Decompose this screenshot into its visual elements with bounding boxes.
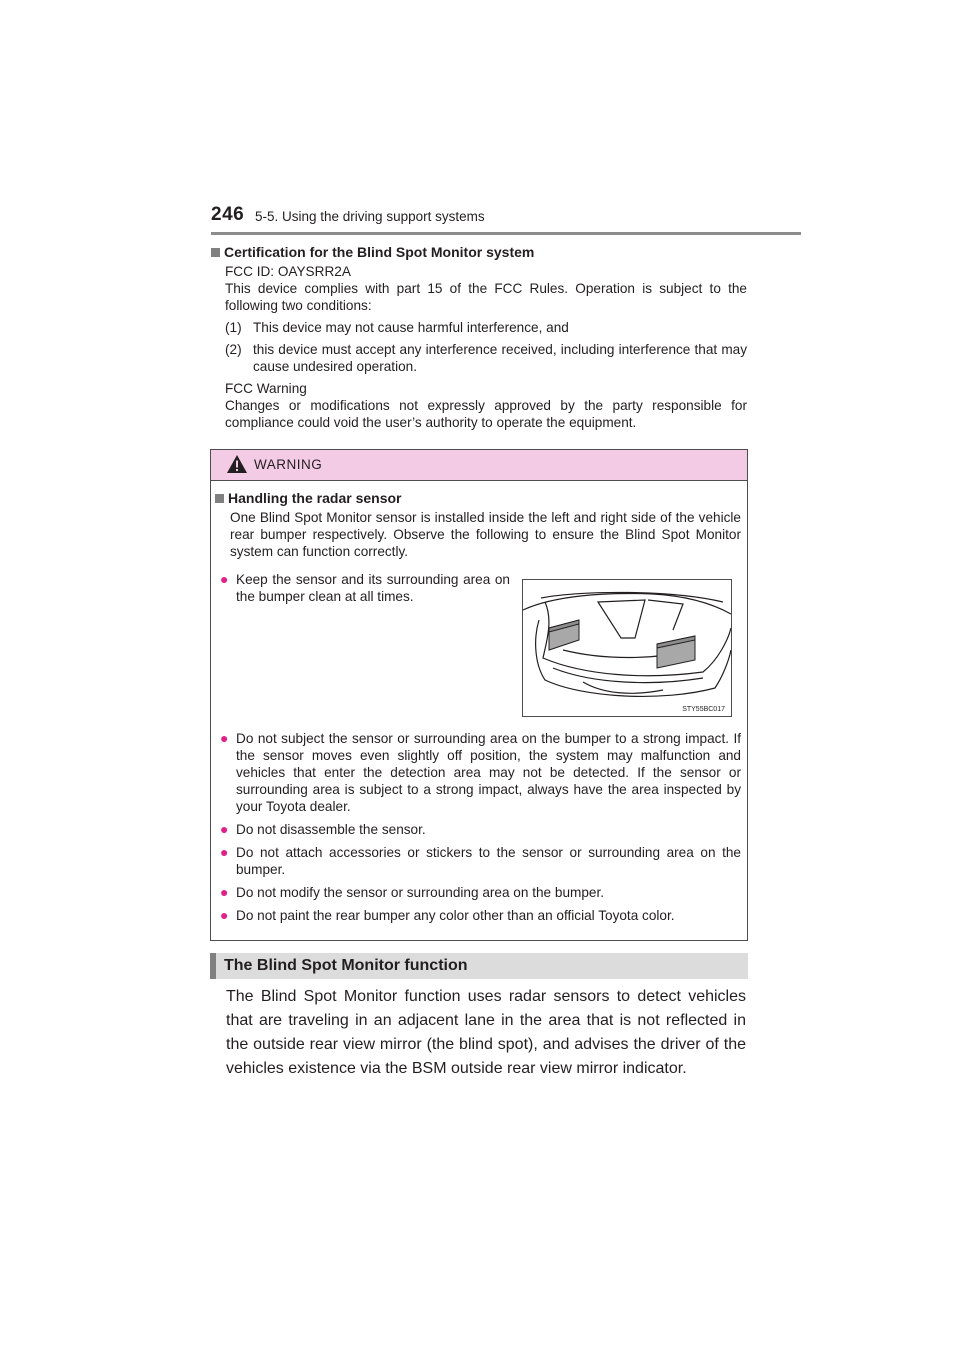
fcc-warning-text: Changes or modifications not expressly approved by the party responsible for compliance could void the user’s authority to operate the equipment. (225, 398, 747, 430)
fcc-warning-title: FCC Warning (225, 381, 307, 396)
certification-heading: Certification for the Blind Spot Monitor system (211, 244, 747, 260)
warning-bullet: ● Do not subject the sensor or surrounding area on the bumper to a strong impact. If the sensor moves even slightly off position, the system may malfunction and vehicles that enter the detection area may not be detected. If the sensor or surrounding area is subject to a strong impact, always have the area inspected by your Toyota dealer. (220, 730, 741, 814)
bullet-dot-icon: ● (220, 907, 229, 923)
bsm-heading-title: The Blind Spot Monitor function (224, 957, 468, 974)
rear-bumper-illustration (522, 579, 732, 717)
fcc-compliance-text: This device complies with part 15 of the FCC Rules. Operation is subject to the following two conditions: (225, 281, 747, 313)
fcc-id: FCC ID: OAYSRR2A (225, 264, 351, 279)
warning-label: WARNING (254, 457, 323, 472)
warning-bullet: ● Do not modify the sensor or surrounding area on the bumper. (220, 884, 604, 900)
car-rear-bumper-icon (523, 580, 731, 716)
warning-intro: One Blind Spot Monitor sensor is installed inside the left and right side of the vehicle rear bumper respectively. Observe the following to ensure the Blind Spot Monitor system can function correctly. (230, 510, 741, 559)
certification-section (211, 244, 747, 431)
condition-item: (1) This device may not cause harmful interference, and (225, 320, 569, 335)
square-bullet-icon (211, 248, 220, 257)
heading-bar (210, 953, 216, 979)
warning-bullet: ● Do not paint the rear bumper any color other than an official Toyota color. (220, 907, 675, 923)
header-rule (211, 232, 801, 235)
page-number: 246 (211, 204, 245, 225)
warning-bullet: ● Do not disassemble the sensor. (220, 821, 426, 837)
bullet-dot-icon: ● (220, 821, 229, 837)
warning-triangle-icon (226, 454, 248, 474)
condition-item: (2) this device must accept any interference received, including interference that may cause undesired operation. (225, 342, 747, 374)
warning-bullet: ● Do not attach accessories or stickers to the sensor or surrounding area on the bumper. (220, 844, 741, 877)
warning-header (211, 450, 747, 481)
bullet-dot-icon: ● (220, 884, 229, 900)
square-bullet-icon (215, 494, 224, 503)
warning-bullet: ● Keep the sensor and its surrounding area on the bumper clean at all times. (220, 571, 510, 604)
bullet-dot-icon: ● (220, 844, 229, 860)
section-title: 5-5. Using the driving support systems (255, 209, 485, 224)
illustration-code: STY55BC017 (682, 706, 725, 713)
bullet-dot-icon: ● (220, 571, 229, 587)
bsm-description: The Blind Spot Monitor function uses radar sensors to detect vehicles that are traveling in an adjacent lane in the area that is not reflected in the outside rear view mirror (the blind spot), and advises the driver of the vehicles existence via the BSM outside rear view mirror indicator. (226, 988, 746, 1077)
warning-subheading: Handling the radar sensor (211, 490, 747, 506)
bullet-dot-icon: ● (220, 730, 229, 746)
section-heading (210, 953, 748, 979)
